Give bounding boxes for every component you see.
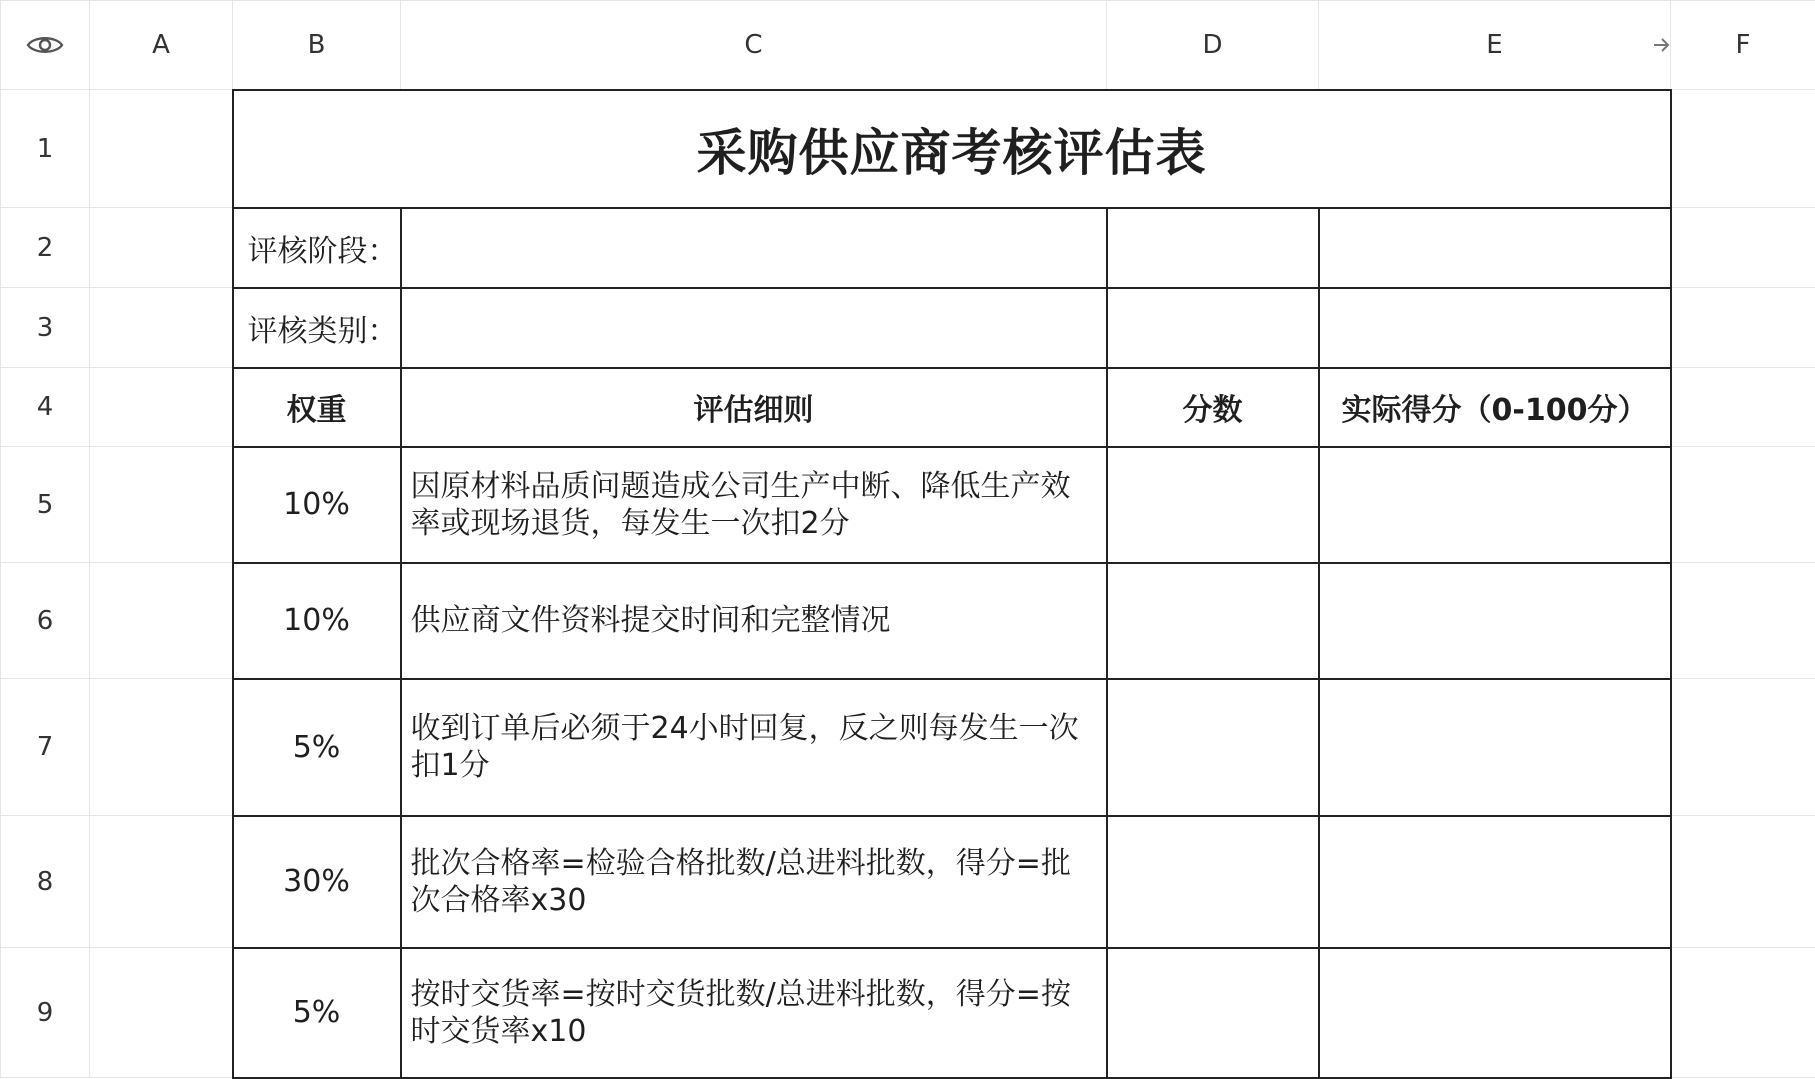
column-header-b[interactable]: B [233, 1, 401, 90]
column-header-d[interactable]: D [1107, 1, 1319, 90]
actual-score-cell[interactable] [1319, 679, 1671, 816]
cell-f7[interactable] [1671, 679, 1815, 816]
actual-score-cell[interactable] [1319, 816, 1671, 948]
cell-e2[interactable] [1319, 208, 1671, 288]
score-header[interactable]: 分数 [1107, 368, 1319, 447]
cell-f2[interactable] [1671, 208, 1815, 288]
row-header-8[interactable]: 8 [1, 816, 90, 948]
row-header-5[interactable]: 5 [1, 447, 90, 563]
sheet-row [1, 208, 1815, 288]
sheet-row [1, 368, 1815, 447]
stage-label[interactable]: 评核阶段： [233, 208, 401, 288]
stage-value-cell[interactable] [401, 208, 1107, 288]
cell-d3[interactable] [1107, 288, 1319, 368]
weight-cell[interactable]: 10% [233, 447, 401, 563]
cell-f1[interactable] [1671, 90, 1815, 208]
row-header-4[interactable]: 4 [1, 368, 90, 447]
show-hide-toggle[interactable] [1, 1, 90, 90]
column-header-e-label: E [1486, 30, 1502, 60]
sheet-title[interactable]: 采购供应商考核评估表 [233, 90, 1671, 208]
criteria-cell[interactable]: 按时交货率=按时交货批数/总进料批数，得分=按时交货率x10 [401, 948, 1107, 1078]
table-row [1, 563, 1815, 679]
cell-e3[interactable] [1319, 288, 1671, 368]
category-label[interactable]: 评核类别： [233, 288, 401, 368]
score-cell[interactable] [1107, 563, 1319, 679]
table-row [1, 816, 1815, 948]
category-value-cell[interactable] [401, 288, 1107, 368]
cell-f6[interactable] [1671, 563, 1815, 679]
sheet-row [1, 90, 1815, 208]
weight-cell[interactable]: 5% [233, 948, 401, 1078]
score-cell[interactable] [1107, 948, 1319, 1078]
criteria-cell[interactable]: 供应商文件资料提交时间和完整情况 [401, 563, 1107, 679]
score-cell[interactable] [1107, 447, 1319, 563]
criteria-cell[interactable]: 因原材料品质问题造成公司生产中断、降低生产效率或现场退货，每发生一次扣2分 [401, 447, 1107, 563]
row-header-6[interactable]: 6 [1, 563, 90, 679]
eye-icon [26, 33, 64, 57]
actual-score-header[interactable]: 实际得分（0-100分） [1319, 368, 1671, 447]
cell-a1[interactable] [90, 90, 233, 208]
column-header-c[interactable]: C [401, 1, 1107, 90]
row-header-9[interactable]: 9 [1, 948, 90, 1078]
criteria-cell[interactable]: 批次合格率=检验合格批数/总进料批数，得分=批次合格率x30 [401, 816, 1107, 948]
cell-a4[interactable] [90, 368, 233, 447]
cell-a3[interactable] [90, 288, 233, 368]
cell-f5[interactable] [1671, 447, 1815, 563]
score-cell[interactable] [1107, 816, 1319, 948]
cell-a5[interactable] [90, 447, 233, 563]
table-row [1, 447, 1815, 563]
actual-score-cell[interactable] [1319, 447, 1671, 563]
score-cell[interactable] [1107, 679, 1319, 816]
collapse-column-icon[interactable] [1652, 27, 1671, 63]
cell-a9[interactable] [90, 948, 233, 1078]
criteria-cell[interactable]: 收到订单后必须于24小时回复，反之则每发生一次扣1分 [401, 679, 1107, 816]
cell-a6[interactable] [90, 563, 233, 679]
weight-cell[interactable]: 10% [233, 563, 401, 679]
weight-cell[interactable]: 5% [233, 679, 401, 816]
cell-d2[interactable] [1107, 208, 1319, 288]
row-header-1[interactable]: 1 [1, 90, 90, 208]
sheet-row [1, 288, 1815, 368]
cell-f8[interactable] [1671, 816, 1815, 948]
row-header-2[interactable]: 2 [1, 208, 90, 288]
row-header-7[interactable]: 7 [1, 679, 90, 816]
table-row [1, 679, 1815, 816]
row-header-3[interactable]: 3 [1, 288, 90, 368]
cell-a2[interactable] [90, 208, 233, 288]
column-header-e[interactable] [1319, 1, 1671, 90]
weight-header[interactable]: 权重 [233, 368, 401, 447]
actual-score-cell[interactable] [1319, 948, 1671, 1078]
cell-a8[interactable] [90, 816, 233, 948]
weight-cell[interactable]: 30% [233, 816, 401, 948]
criteria-header[interactable]: 评估细则 [401, 368, 1107, 447]
column-header-row [1, 1, 1815, 90]
actual-score-cell[interactable] [1319, 563, 1671, 679]
cell-f4[interactable] [1671, 368, 1815, 447]
column-header-f[interactable]: F [1671, 1, 1815, 90]
cell-f9[interactable] [1671, 948, 1815, 1078]
cell-a7[interactable] [90, 679, 233, 816]
table-row [1, 948, 1815, 1078]
column-header-a[interactable]: A [90, 1, 233, 90]
cell-f3[interactable] [1671, 288, 1815, 368]
